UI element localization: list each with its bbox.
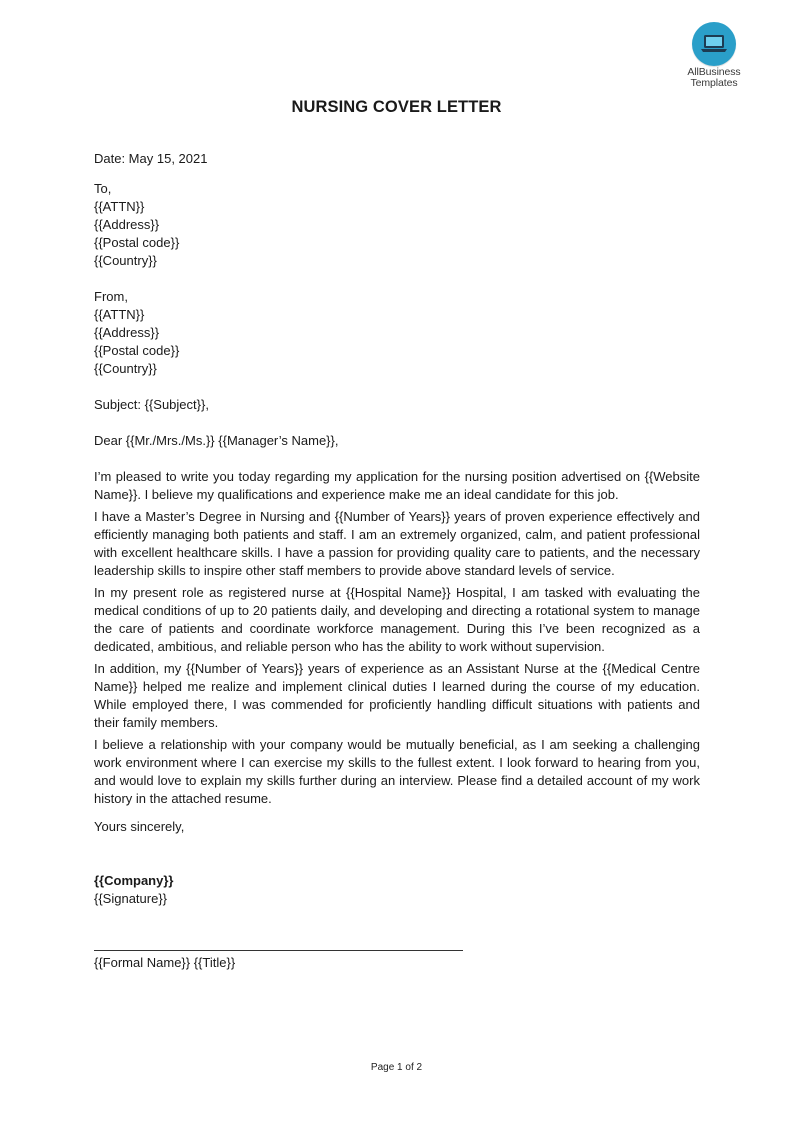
letter-body <box>94 150 700 972</box>
document-title: NURSING COVER LETTER <box>291 98 502 116</box>
from-country: {{Country}} <box>94 361 157 376</box>
salutation: Dear {{Mr./Mrs./Ms.}} {{Manager’s Name}}, <box>94 433 339 448</box>
to-country: {{Country}} <box>94 253 157 268</box>
closing: Yours sincerely, <box>94 819 185 834</box>
logo-text <box>676 67 752 89</box>
to-attn: {{ATTN}} <box>94 199 145 214</box>
logo-line-2: Templates <box>690 77 738 89</box>
laptop-icon <box>692 22 736 66</box>
paragraph: I have a Master’s Degree in Nursing and {{Number of Years}} years of proven experience effectively and efficiently managing both patients and staff. I am an extremely organized, calm, and patient professional with excellent healthcare skills. I have a passion for providing quality care to patients, and the necessary leadership skills to inspire other staff members to provide above standard levels of service. <box>94 509 700 578</box>
from-attn: {{ATTN}} <box>94 307 145 322</box>
to-postal: {{Postal code}} <box>94 235 180 250</box>
recipient-block <box>94 180 700 270</box>
date-line: Date: May 15, 2021 <box>94 151 208 166</box>
paragraph: In addition, my {{Number of Years}} years of experience as an Assistant Nurse at the {{Medical Centre Name}} helped me realize and implement clinical duties I learned during the course of my education. While employed there, I was commended for proficiently handling difficult situations with patients and their family members. <box>94 661 700 730</box>
brand-logo[interactable] <box>676 22 752 89</box>
paragraph: I believe a relationship with your company would be mutually beneficial, as I am seeking a challenging work environment where I can exercise my skills to the fullest extent. I look forward to hearing from you, and would love to explain my skills further during an interview. Please find a detailed account of my work history in the attached resume. <box>94 737 700 806</box>
to-address: {{Address}} <box>94 217 160 232</box>
logo-line-1: AllBusiness <box>687 66 741 78</box>
company-placeholder: {{Company}} <box>94 873 174 888</box>
paragraph: In my present role as registered nurse at {{Hospital Name}} Hospital, I am tasked with evaluating the medical conditions of up to 20 patients daily, and developing and directing a rotational system to manage the care of patients and coordinate workforce management. During this I’ve been recognized as a dedicated, ambitious, and reliable person who has the ability to work without supervision. <box>94 585 700 654</box>
page-number: Page 1 of 2 <box>370 1062 423 1073</box>
formal-name: {{Formal Name}} {{Title}} <box>94 955 236 970</box>
to-label: To, <box>94 181 112 196</box>
from-postal: {{Postal code}} <box>94 343 180 358</box>
subject-line: Subject: {{Subject}}, <box>94 397 209 412</box>
from-address: {{Address}} <box>94 325 160 340</box>
sender-block <box>94 288 700 378</box>
paragraph: I’m pleased to write you today regarding my application for the nursing position advertised on {{Website Name}}. I believe my qualifications and experience make me an ideal candidate for this job. <box>94 469 700 502</box>
signature-placeholder: {{Signature}} <box>94 891 168 906</box>
from-label: From, <box>94 289 128 304</box>
